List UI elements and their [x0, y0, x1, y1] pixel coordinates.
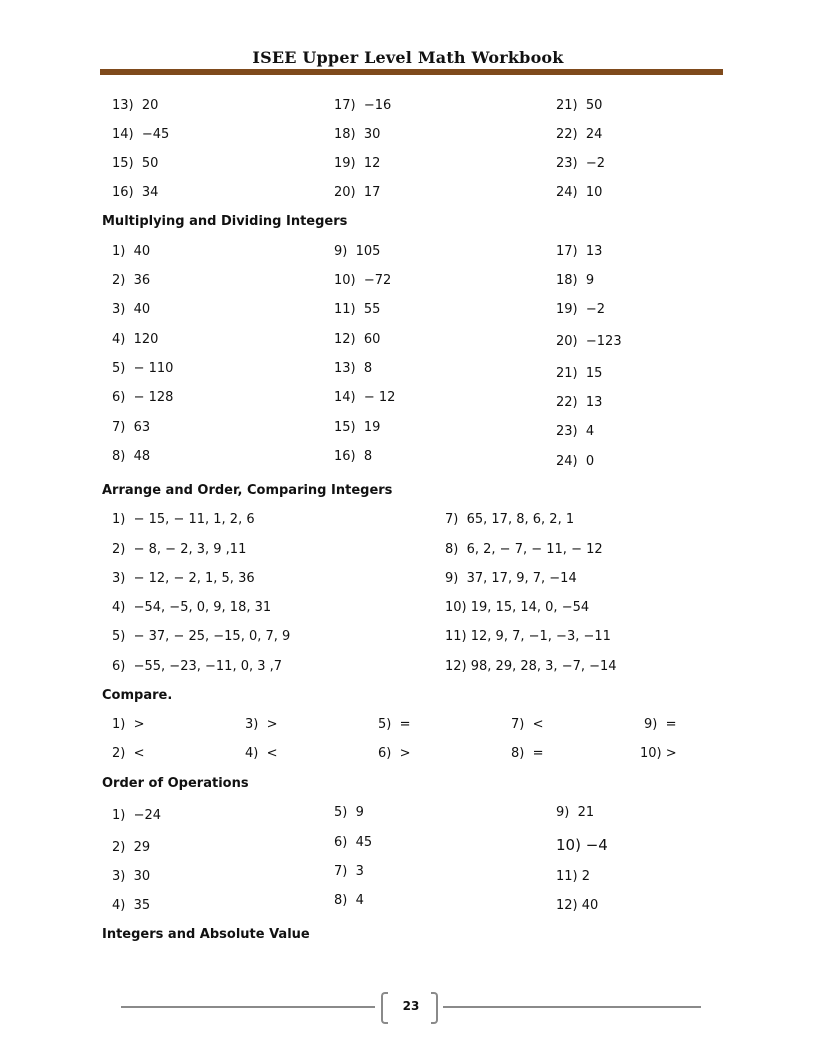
answer-item: 17) −16: [334, 98, 392, 113]
answer-item: 14) − 12: [334, 390, 396, 405]
answer-item: 6) − 128: [112, 390, 174, 405]
header-title: ISEE Upper Level Math Workbook: [252, 48, 564, 67]
answer-item: 7) 63: [112, 420, 151, 435]
answer-item: 4) <: [245, 746, 278, 761]
answer-item: 10) −4: [556, 836, 608, 854]
answer-item: 9) 37, 17, 9, 7, −14: [445, 571, 577, 586]
answer-item: 11) 2: [556, 869, 591, 884]
section-heading-absolute-value: Integers and Absolute Value: [102, 927, 310, 942]
answer-item: 15) 50: [112, 156, 159, 171]
answer-item: 7) 3: [334, 864, 364, 879]
answer-item: 12) 60: [334, 332, 381, 347]
answer-item: 12) 98, 29, 28, 3, −7, −14: [445, 659, 617, 674]
answer-item: 9) =: [644, 717, 677, 732]
answer-item: 8) 4: [334, 893, 364, 908]
section-heading-multiplying: Multiplying and Dividing Integers: [102, 214, 348, 229]
answer-item: 13) 20: [112, 98, 159, 113]
page-number: 23: [402, 999, 420, 1013]
answer-item: 20) −123: [556, 334, 622, 349]
answer-item: 5) − 110: [112, 361, 174, 376]
answer-item: 6) >: [378, 746, 411, 761]
answer-item: 3) 40: [112, 302, 151, 317]
section-heading-compare: Compare.: [102, 688, 173, 703]
answer-item: 2) <: [112, 746, 145, 761]
answer-item: 10) 19, 15, 14, 0, −54: [445, 600, 590, 615]
header-rule: [100, 69, 723, 75]
answer-item: 14) −45: [112, 127, 170, 142]
answer-item: 1) − 15, − 11, 1, 2, 6: [112, 512, 255, 527]
answer-item: 22) 24: [556, 127, 603, 142]
answer-item: 3) >: [245, 717, 278, 732]
answer-item: 5) − 37, − 25, −15, 0, 7, 9: [112, 629, 291, 644]
answer-item: 1) −24: [112, 808, 162, 823]
answer-item: 16) 8: [334, 449, 373, 464]
answer-item: 2) 29: [112, 840, 151, 855]
answer-item: 8) =: [511, 746, 544, 761]
answer-item: 24) 0: [556, 454, 595, 469]
section-heading-order-of-operations: Order of Operations: [102, 776, 249, 791]
answer-item: 12) 40: [556, 898, 599, 913]
answer-item: 4) 120: [112, 332, 159, 347]
answer-item: 5) =: [378, 717, 411, 732]
answer-item: 8) 48: [112, 449, 151, 464]
answer-item: 18) 30: [334, 127, 381, 142]
answer-item: 17) 13: [556, 244, 603, 259]
answer-item: 9) 105: [334, 244, 381, 259]
footer-rule-right: [443, 1006, 701, 1008]
section-heading-arrange: Arrange and Order, Comparing Integers: [102, 483, 393, 498]
answer-item: 7) 65, 17, 8, 6, 2, 1: [445, 512, 575, 527]
answer-item: 4) 35: [112, 898, 151, 913]
answer-item: 4) −54, −5, 0, 9, 18, 31: [112, 600, 272, 615]
answer-item: 11) 12, 9, 7, −1, −3, −11: [445, 629, 611, 644]
answer-item: 20) 17: [334, 185, 381, 200]
footer-rule-left: [121, 1006, 375, 1008]
answer-item: 5) 9: [334, 805, 364, 820]
answer-item: 13) 8: [334, 361, 373, 376]
answer-item: 10) >: [640, 746, 677, 761]
answer-item: 21) 15: [556, 366, 603, 381]
answer-item: 6) −55, −23, −11, 0, 3 ,7: [112, 659, 283, 674]
page-number-bracket-left: [381, 992, 388, 1024]
answer-item: 21) 50: [556, 98, 603, 113]
answer-item: 8) 6, 2, − 7, − 11, − 12: [445, 542, 603, 557]
answer-item: 2) − 8, − 2, 3, 9 ,11: [112, 542, 247, 557]
answer-item: 24) 10: [556, 185, 603, 200]
answer-item: 22) 13: [556, 395, 603, 410]
answer-item: 3) − 12, − 2, 1, 5, 36: [112, 571, 255, 586]
answer-item: 18) 9: [556, 273, 595, 288]
answer-item: 1) 40: [112, 244, 151, 259]
answer-item: 19) −2: [556, 302, 606, 317]
answer-item: 10) −72: [334, 273, 392, 288]
answer-item: 6) 45: [334, 835, 373, 850]
page-number-bracket-right: [431, 992, 438, 1024]
answer-item: 23) 4: [556, 424, 595, 439]
answer-item: 2) 36: [112, 273, 151, 288]
answer-item: 9) 21: [556, 805, 595, 820]
answer-item: 23) −2: [556, 156, 606, 171]
answer-item: 19) 12: [334, 156, 381, 171]
answer-item: 11) 55: [334, 302, 381, 317]
answer-item: 7) <: [511, 717, 544, 732]
answer-item: 16) 34: [112, 185, 159, 200]
answer-item: 15) 19: [334, 420, 381, 435]
answer-item: 1) >: [112, 717, 145, 732]
answer-item: 3) 30: [112, 869, 151, 884]
